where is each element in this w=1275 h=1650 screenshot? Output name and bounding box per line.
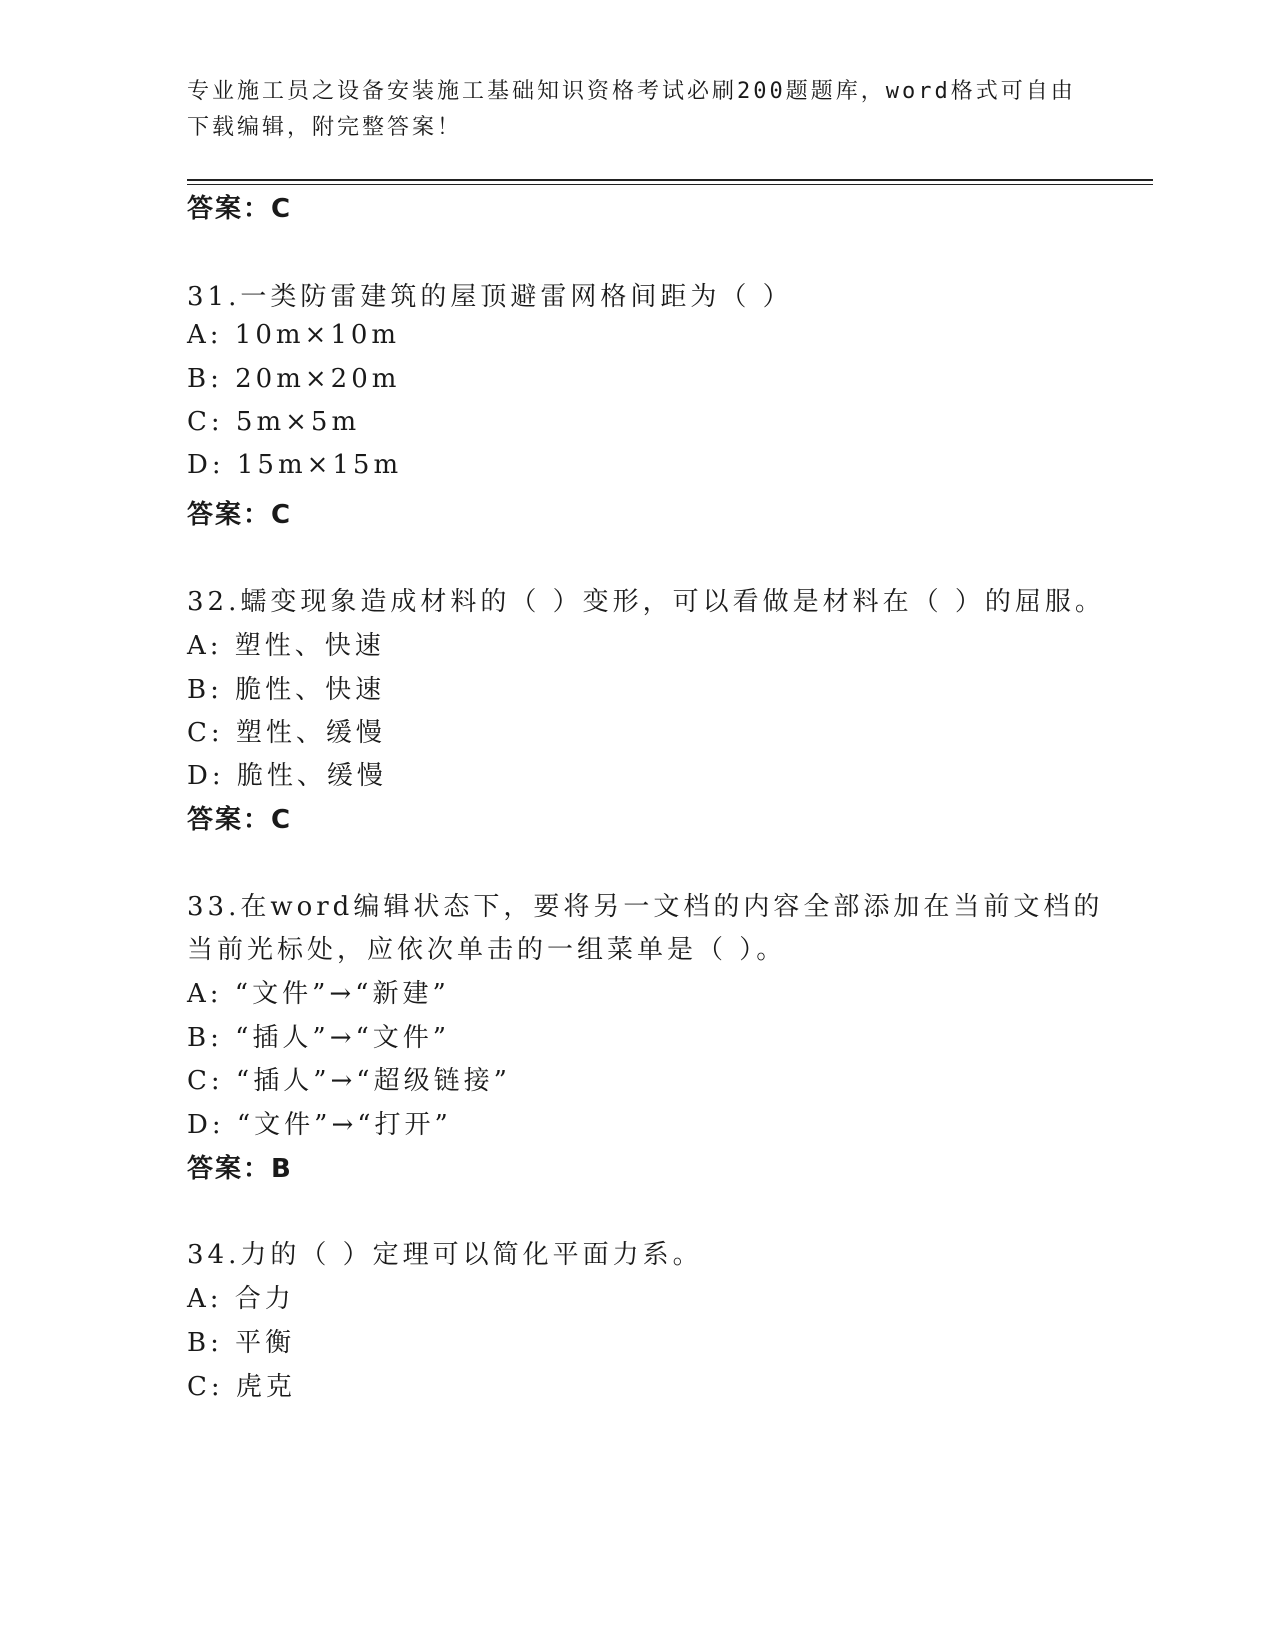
answer-30: 答案：C xyxy=(187,194,293,224)
question-31-option-d: D: 15m×15m xyxy=(187,450,403,480)
question-32-option-d: D: 脆性、缓慢 xyxy=(187,761,387,791)
question-31-stem: 31.一类防雷建筑的屋顶避雷网格间距为（ ） xyxy=(187,282,793,312)
question-33-option-d: D: “文件”→“打开” xyxy=(187,1110,452,1140)
question-33-stem-line-1: 33.在word编辑状态下，要将另一文档的内容全部添加在当前文档的 xyxy=(187,892,1104,922)
answer-32: 答案：C xyxy=(187,805,293,835)
question-32-option-a: A: 塑性、快速 xyxy=(187,631,385,661)
question-33-option-c: C: “插人”→“超级链接” xyxy=(187,1066,511,1096)
question-34-option-a: A: 合力 xyxy=(187,1284,295,1314)
question-31-option-c: C: 5m×5m xyxy=(187,407,361,437)
question-33-option-b: B: “插人”→“文件” xyxy=(187,1023,451,1053)
question-33-stem-line-2: 当前光标处，应依次单击的一组菜单是（ ）。 xyxy=(187,935,787,965)
question-34-stem: 34.力的（ ）定理可以简化平面力系。 xyxy=(187,1240,703,1270)
question-32-option-c: C: 塑性、缓慢 xyxy=(187,718,386,748)
document-header xyxy=(187,74,1087,146)
question-34-option-c: C: 虎克 xyxy=(187,1372,296,1402)
question-33-option-a: A: “文件”→“新建” xyxy=(187,979,450,1009)
header-divider-thin xyxy=(187,184,1153,185)
question-31-option-a: A: 10m×10m xyxy=(187,320,401,350)
header-line-1: 专业施工员之设备安装施工基础知识资格考试必刷200题题库，word格式可自由 xyxy=(187,79,1076,104)
question-32-stem: 32.蠕变现象造成材料的（ ）变形，可以看做是材料在（ ）的屈服。 xyxy=(187,587,1105,617)
answer-33: 答案：B xyxy=(187,1154,293,1184)
question-32-option-b: B: 脆性、快速 xyxy=(187,675,386,705)
question-34-option-b: B: 平衡 xyxy=(187,1328,296,1358)
header-line-2: 下载编辑，附完整答案！ xyxy=(187,115,463,140)
header-divider-thick xyxy=(187,179,1153,181)
question-31-option-b: B: 20m×20m xyxy=(187,364,401,394)
answer-31: 答案：C xyxy=(187,500,293,530)
